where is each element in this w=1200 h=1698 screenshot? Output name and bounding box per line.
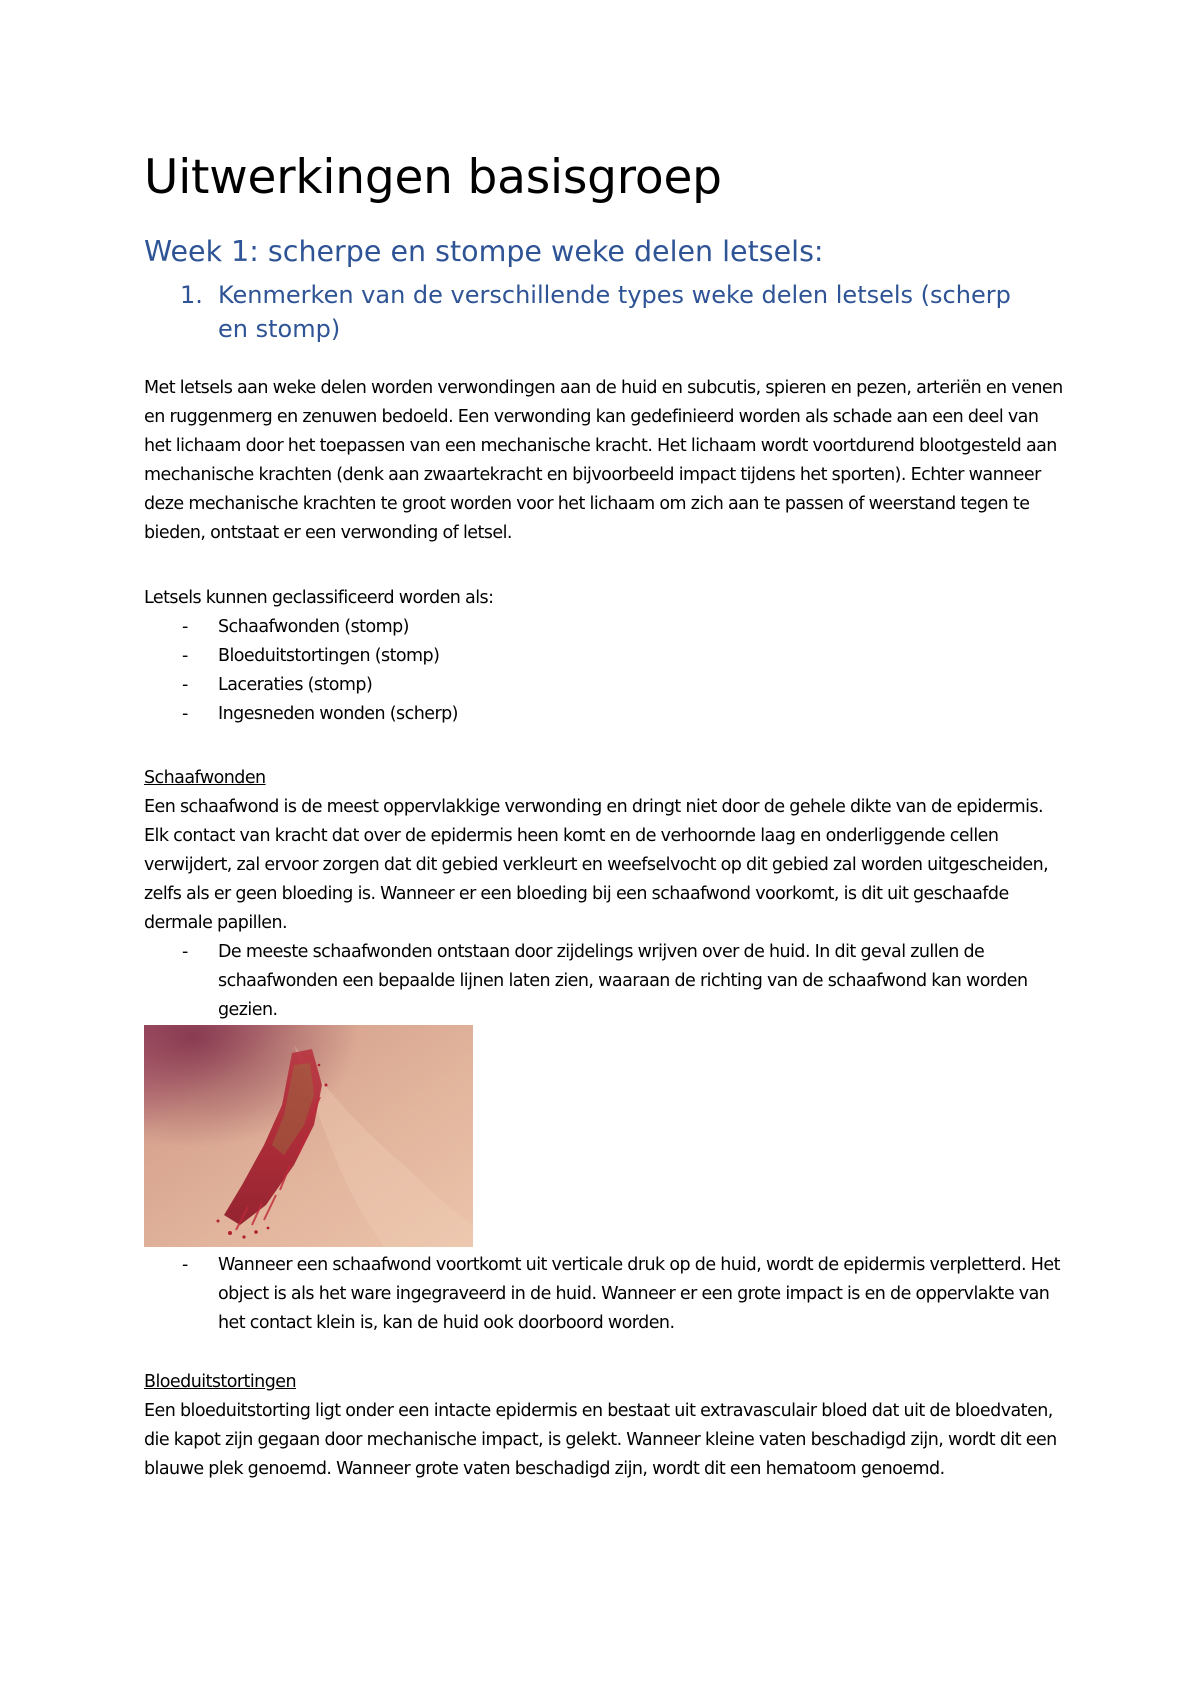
document-title: Uitwerkingen basisgroep <box>144 150 722 205</box>
list-item <box>144 613 1064 642</box>
bruises-heading: Bloeduitstortingen <box>144 1372 297 1392</box>
section-heading-text: Kenmerken van de verschillende types weke delen letsels (scherp en stomp) <box>218 281 1011 343</box>
list-item-text: Bloeduitstortingen (stomp) <box>218 646 440 666</box>
list-item <box>144 700 1064 729</box>
classification-intro: Letsels kunnen geclassificeerd worden als: <box>144 588 494 608</box>
list-item-text: Laceraties (stomp) <box>218 675 373 695</box>
bullet-dash: - <box>182 704 188 724</box>
list-item-text: Ingesneden wonden (scherp) <box>218 704 458 724</box>
intro-paragraph: Met letsels aan weke delen worden verwondingen aan de huid en subcutis, spieren en pezen, arteriën en venen en ruggenmerg en zenuwen bedoeld. Een verwonding kan gedefinieerd worden als schade aan een deel van het lichaam door het toepassen van een mechanische kracht. Het lichaam wordt voortdurend blootgesteld aan mechanische krachten (denk aan zwaartekracht en bijvoorbeeld impact tijdens het sporten). Echter wanneer deze mechanische krachten te groot worden voor het lichaam om zich aan te passen of weerstand tegen te bieden, ontstaat er een verwonding of letsel. <box>144 378 1063 543</box>
list-item <box>144 1251 1064 1338</box>
list-item-text: De meeste schaafwonden ontstaan door zijdelings wrijven over de huid. In dit geval zullen de schaafwonden een bepaalde lijnen laten zien, waaraan de richting van de schaafwond kan worden gezien. <box>218 942 1028 1020</box>
bullet-dash: - <box>182 942 188 962</box>
bruises-paragraph: Een bloeduitstorting ligt onder een intacte epidermis en bestaat uit extravasculair bloed dat uit de bloedvaten, die kapot zijn gegaan door mechanische impact, is gelekt. Wanneer kleine vaten beschadigd zijn, wordt dit een blauwe plek genoemd. Wanneer grote vaten beschadigd zijn, wordt dit een hematoom genoemd. <box>144 1401 1057 1479</box>
list-item-text: Schaafwonden (stomp) <box>218 617 409 637</box>
abrasions-bullets-2 <box>144 1251 1064 1338</box>
abrasions-bullets-1 <box>144 938 1064 1025</box>
bullet-dash: - <box>182 646 188 666</box>
list-item <box>144 938 1064 1025</box>
bullet-dash: - <box>182 617 188 637</box>
bullet-dash: - <box>182 1255 188 1275</box>
list-item <box>144 671 1064 700</box>
abrasion-photo <box>144 1025 473 1247</box>
classification-list <box>144 613 1064 729</box>
week-heading: Week 1: scherpe en stompe weke delen letsels: <box>144 235 824 268</box>
abrasions-heading: Schaafwonden <box>144 768 266 788</box>
list-item <box>144 642 1064 671</box>
list-item-text: Wanneer een schaafwond voortkomt uit verticale druk op de huid, wordt de epidermis verpletterd. Het object is als het ware ingegraveerd in de huid. Wanneer er een grote impact is en de oppervlakte van het contact klein is, kan de huid ook doorboord worden. <box>218 1255 1060 1333</box>
section-heading <box>180 278 1020 346</box>
abrasions-paragraph: Een schaafwond is de meest oppervlakkige verwonding en dringt niet door de gehele dikte van de epidermis. Elk contact van kracht dat over de epidermis heen komt en de verhoornde laag en onderliggende cellen verwijdert, zal ervoor zorgen dat dit gebied verkleurt en weefselvocht op dit gebied zal worden uitgescheiden, zelfs als er geen bloeding is. Wanneer er een bloeding bij een schaafwond voorkomt, is dit uit geschaafde dermale papillen. <box>144 797 1049 933</box>
section-number: 1. <box>180 281 203 309</box>
bullet-dash: - <box>182 675 188 695</box>
